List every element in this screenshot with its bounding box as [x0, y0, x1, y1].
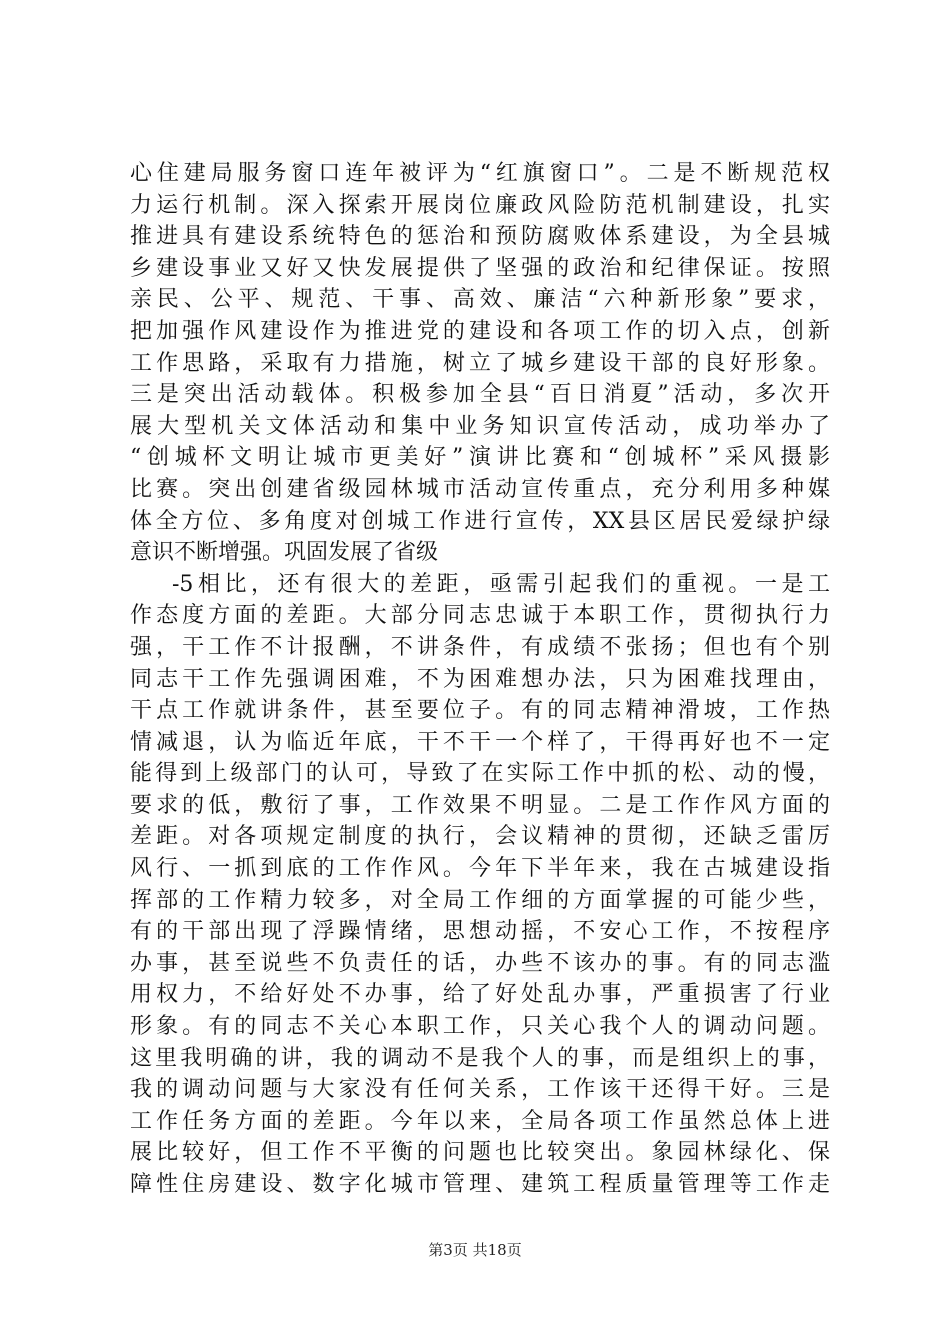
text-line: 乡建设事业又好又快发展提供了坚强的政治和纪律保证。按照	[130, 255, 830, 281]
text-line: 工作任务方面的差距。今年以来，全局各项工作虽然总体上进	[130, 1108, 830, 1134]
page-number: 第3页 共18页	[428, 1241, 522, 1259]
paragraph-1	[130, 158, 830, 569]
body-text	[130, 158, 830, 1201]
text-line: 情减退，认为临近年底，干不干一个样了，干得再好也不一定	[130, 729, 830, 755]
text-line: 这里我明确的讲，我的调动不是我个人的事，而是组织上的事，	[130, 1045, 830, 1071]
text-line: 差距。对各项规定制度的执行，会议精神的贯彻，还缺乏雷厉	[130, 824, 830, 850]
text-line: 办事，甚至说些不负责任的话，办些不该办的事。有的同志滥	[130, 950, 830, 976]
text-line: 心住建局服务窗口连年被评为“红旗窗口”。二是不断规范权	[130, 161, 830, 186]
text-line: 障性住房建设、数字化城市管理、建筑工程质量管理等工作走	[130, 1172, 830, 1197]
text-line: 意识不断增强。巩固发展了省级	[130, 540, 439, 566]
text-line: -5相比，还有很大的差距，亟需引起我们的重视。一是工	[172, 571, 830, 597]
text-line: 把加强作风建设作为推进党的建设和各项工作的切入点，创新	[130, 318, 830, 344]
paragraph-2	[130, 569, 830, 1201]
text-line: 我的调动问题与大家没有任何关系，工作该干还得干好。三是	[130, 1077, 830, 1103]
text-line: “创城杯文明让城市更美好”演讲比赛和“创城杯”采风摄影	[130, 445, 830, 471]
text-line: 作态度方面的差距。大部分同志忠诚于本职工作，贯彻执行力	[130, 603, 830, 629]
text-line: 有的干部出现了浮躁情绪，思想动摇，不安心工作，不按程序	[130, 919, 830, 945]
text-line: 能得到上级部门的认可，导致了在实际工作中抓的松、动的慢，	[130, 761, 830, 787]
text-line: 展大型机关文体活动和集中业务知识宣传活动，成功举办了	[130, 413, 830, 439]
text-line: 用权力，不给好处不办事，给了好处乱办事，严重损害了行业	[130, 982, 830, 1008]
text-line: 工作思路，采取有力措施，树立了城乡建设干部的良好形象。	[130, 350, 830, 376]
text-line: 三是突出活动载体。积极参加全县“百日消夏”活动，多次开	[130, 382, 830, 408]
text-line: 强，干工作不计报酬，不讲条件，有成绩不张扬；但也有个别	[130, 634, 830, 660]
text-line: 要求的低，敷衍了事，工作效果不明显。二是工作作风方面的	[130, 792, 830, 818]
text-line: 展比较好，但工作不平衡的问题也比较突出。象园林绿化、保	[130, 1140, 830, 1166]
text-line: 比赛。突出创建省级园林城市活动宣传重点，充分利用多种媒	[130, 476, 830, 502]
text-line: 同志干工作先强调困难，不为困难想办法，只为困难找理由，	[130, 666, 830, 692]
text-line: 亲民、公平、规范、干事、高效、廉洁“六种新形象”要求，	[130, 287, 830, 313]
text-line: 体全方位、多角度对创城工作进行宣传，XX县区居民爱绿护绿	[130, 508, 830, 534]
text-line: 力运行机制。深入探索开展岗位廉政风险防范机制建设，扎实	[130, 192, 830, 218]
text-line: 推进具有建设系统特色的惩治和预防腐败体系建设，为全县城	[130, 224, 830, 250]
text-line: 形象。有的同志不关心本职工作，只关心我个人的调动问题。	[130, 1014, 830, 1040]
text-line: 风行、一抓到底的工作作风。今年下半年来，我在古城建设指	[130, 856, 830, 882]
text-line: 干点工作就讲条件，甚至要位子。有的同志精神滑坡，工作热	[130, 698, 830, 724]
text-line: 挥部的工作精力较多，对全局工作细的方面掌握的可能少些，	[130, 887, 830, 913]
